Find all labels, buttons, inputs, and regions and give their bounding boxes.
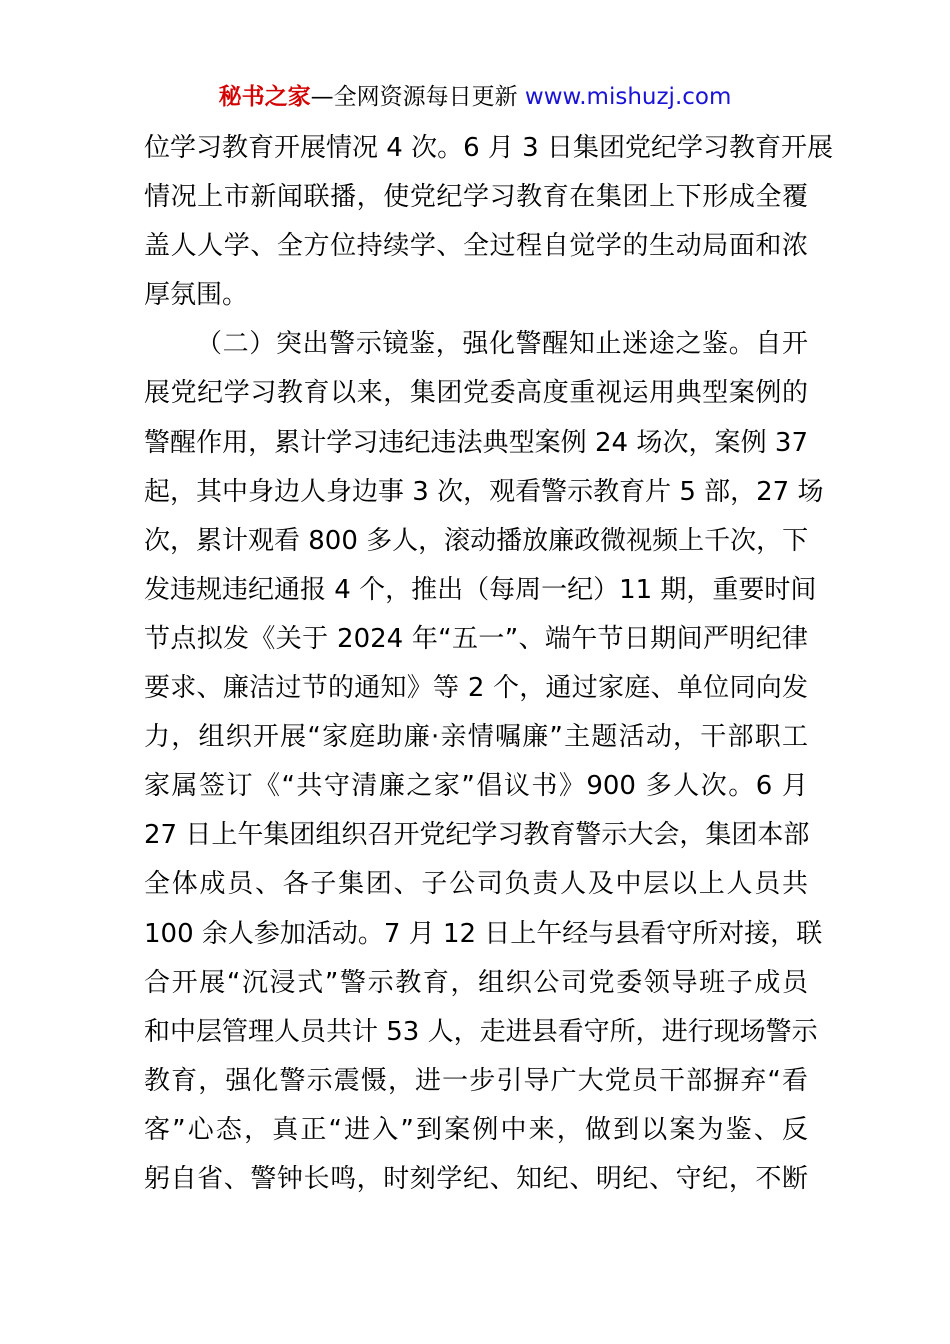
paragraph-line: 位学习教育开展情况 4 次。6 月 3 日集团党纪学习教育开展: [144, 133, 833, 163]
paragraph-line: 全体成员、各子集团、子公司负责人及中层以上人员共: [144, 869, 808, 900]
site-url-link[interactable]: www.mishuzj.com: [524, 84, 732, 110]
paragraph-line: 躬自省、警钟长鸣，时刻学纪、知纪、明纪、守纪，不断: [144, 1163, 808, 1194]
paragraph-line: 家属签订《“共守清廉之家”倡议书》900 多人次。6 月: [144, 771, 808, 802]
paragraph-line: 次，累计观看 800 多人，滚动播放廉政微视频上千次，下: [144, 525, 809, 556]
site-header: [0, 80, 950, 114]
paragraph-line: 客”心态，真正“进入”到案例中来，做到以案为鉴、反: [144, 1114, 808, 1145]
paragraph-line: 力，组织开展“家庭助廉·亲情嘱廉”主题活动，干部职工: [144, 722, 808, 753]
paragraph-line: 警醒作用，累计学习违纪违法典型案例 24 场次，案例 37: [144, 427, 808, 458]
paragraph-line: 展党纪学习教育以来，集团党委高度重视运用典型案例的: [144, 378, 808, 409]
paragraph-line: 要求、廉洁过节的通知》等 2 个，通过家庭、单位同向发: [144, 673, 808, 704]
paragraph-line: 厚氛围。: [144, 280, 249, 311]
paragraph-line: 100 余人参加活动。7 月 12 日上午经与县看守所对接，联: [144, 918, 823, 949]
site-brand: 秘书之家: [218, 84, 311, 110]
document-body: [144, 124, 833, 1204]
paragraph-line: 盖人人学、全方位持续学、全过程自觉学的生动局面和浓: [144, 231, 808, 262]
paragraph-line: 教育，强化警示震慑，进一步引导广大党员干部摒弃“看: [144, 1065, 808, 1096]
paragraph-line: 起，其中身边人身边事 3 次，观看警示教育片 5 部，27 场: [144, 476, 824, 507]
paragraph-line: 发违规违纪通报 4 个，推出（每周一纪）11 期，重要时间: [144, 574, 817, 605]
paragraph-line: 节点拟发《关于 2024 年“五一”、端午节日期间严明纪律: [144, 623, 808, 654]
paragraph-line: 情况上市新闻联播，使党纪学习教育在集团上下形成全覆: [144, 182, 808, 213]
paragraph-line: 27 日上午集团组织召开党纪学习教育警示大会，集团本部: [144, 820, 810, 851]
paragraph-line: 和中层管理人员共计 53 人，走进县看守所，进行现场警示: [144, 1016, 818, 1047]
site-tagline: —全网资源每日更新: [310, 84, 525, 110]
paragraph-line: 合开展“沉浸式”警示教育，组织公司党委领导班子成员: [144, 967, 808, 998]
section-heading-line: （二）突出警示镜鉴，强化警醒知止迷途之鉴。自开: [196, 329, 808, 360]
